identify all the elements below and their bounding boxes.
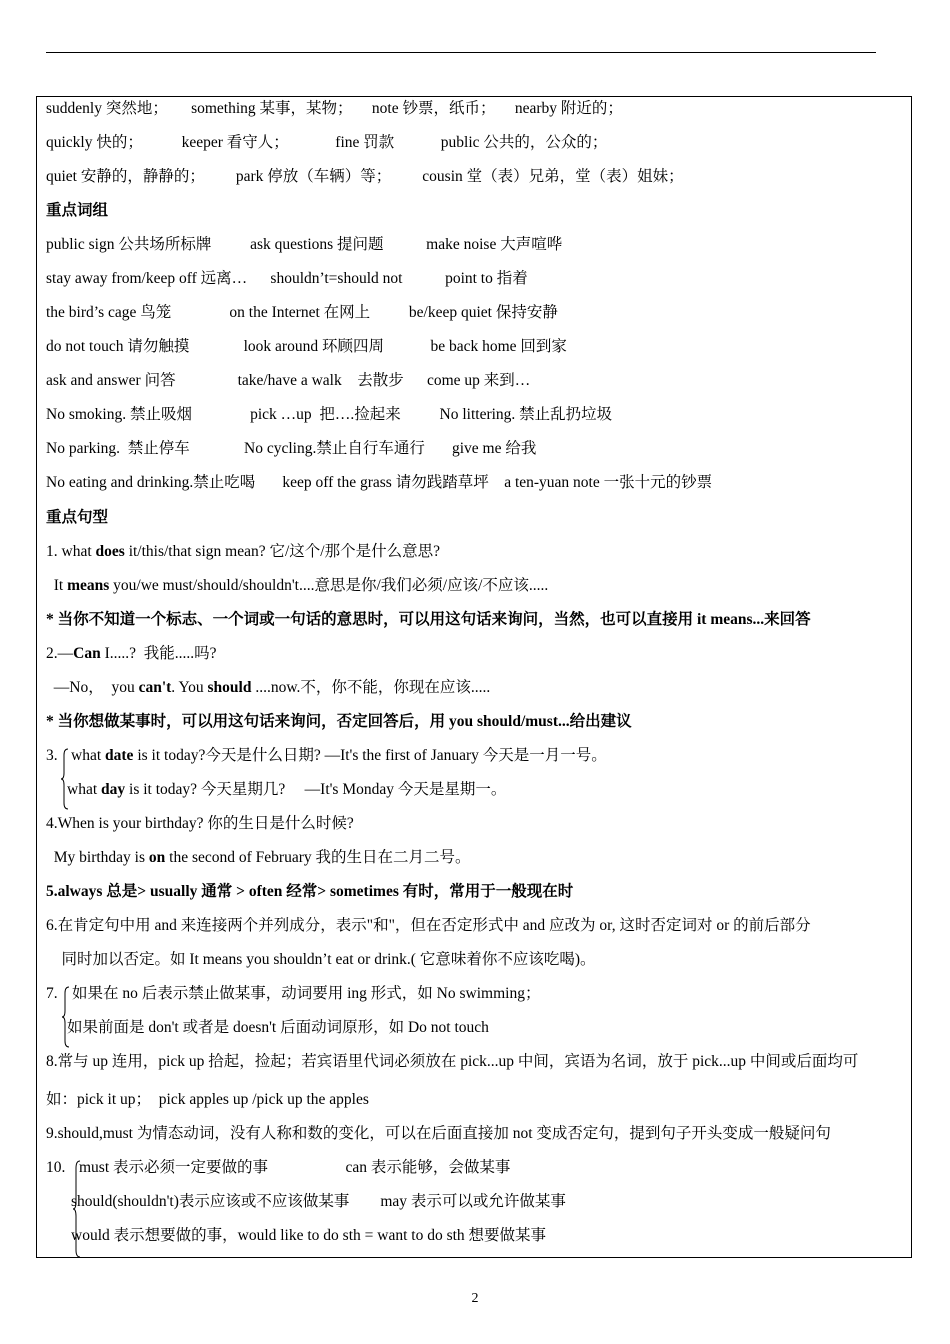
phrase-line: No smoking. 禁止吸烟 pick …up 把….捡起来 No littering. 禁止乱扔垃圾 bbox=[46, 406, 613, 423]
sentence-1-question: 1. what does it/this/that sign mean? 它/这个/那个是什么意思? bbox=[46, 543, 440, 560]
sentence-2-note: * 当你想做某事时，可以用这句话来询问，否定回答后，用 you should/must...给出建议 bbox=[46, 713, 632, 730]
sentence-10-line: should(shouldn't)表示应该或不应该做某事 may 表示可以或允许做某事 bbox=[71, 1193, 566, 1210]
phrase-line: ask and answer 问答 take/have a walk 去散步 come up 来到… bbox=[46, 372, 531, 389]
brace-icon bbox=[61, 749, 69, 809]
phrase-line: the bird’s cage 鸟笼 on the Internet 在网上 be/keep quiet 保持安静 bbox=[46, 304, 558, 321]
sentence-8-line: 如：pick it up； pick apples up /pick up the apples bbox=[46, 1091, 369, 1108]
sentence-10-number: 10. bbox=[46, 1159, 66, 1176]
sentence-7-line: 如果在 no 后表示禁止做某事，动词要用 ing 形式，如 No swimming； bbox=[72, 985, 541, 1002]
phrase-line: public sign 公共场所标牌 ask questions 提问题 make noise 大声喧哗 bbox=[46, 236, 563, 253]
sentence-7-line: 如果前面是 don't 或者是 doesn't 后面动词原形，如 Do not touch bbox=[67, 1019, 489, 1036]
phrase-line: do not touch 请勿触摸 look around 环顾四周 be back home 回到家 bbox=[46, 338, 567, 355]
sentences-heading: 重点句型 bbox=[46, 509, 109, 526]
sentence-3-number: 3. bbox=[46, 747, 58, 764]
brace-icon bbox=[62, 987, 70, 1047]
sentence-2-question: 2.—Can I.....? 我能.....吗? bbox=[46, 645, 217, 662]
sentence-6-line: 6.在肯定句中用 and 来连接两个并列成分，表示"和"，但在否定形式中 and 应改为 or, 这时否定词对 or 的前后部分 bbox=[46, 917, 811, 934]
page-number: 2 bbox=[471, 1291, 479, 1306]
phrases-heading: 重点词组 bbox=[46, 202, 109, 219]
phrase-line: No eating and drinking.禁止吃喝 keep off the grass 请勿践踏草坪 a ten-yuan note 一张十元的钞票 bbox=[46, 474, 713, 491]
vocab-line: quiet 安静的，静静的； park 停放（车辆）等； cousin 堂（表）兄弟，堂（表）姐妹； bbox=[46, 168, 684, 185]
sentence-5: 5.always 总是> usually 通常 > often 经常> sometimes 有时，常用于一般现在时 bbox=[46, 883, 574, 900]
sentence-10-line: must 表示必须一定要做的事 can 表示能够，会做某事 bbox=[79, 1159, 511, 1176]
vocab-line: quickly 快的； keeper 看守人； fine 罚款 public 公共的，公众的； bbox=[46, 134, 608, 151]
sentence-2-answer: —No， you can't. You should ....now.不，你不能，你现在应该..... bbox=[46, 679, 491, 696]
sentence-9: 9.should,must 为情态动词，没有人称和数的变化，可以在后面直接加 not 变成否定句，提到句子开头变成一般疑问句 bbox=[46, 1125, 831, 1142]
sentence-1-answer: It means you/we must/should/shouldn't....意思是你/我们必须/应该/不应该..... bbox=[46, 577, 549, 594]
sentence-6-line: 同时加以否定。如 It means you shouldn’t eat or drink.( 它意味着你不应该吃喝)。 bbox=[46, 951, 596, 968]
sentence-4-question: 4.When is your birthday? 你的生日是什么时候? bbox=[46, 815, 354, 832]
phrase-line: stay away from/keep off 远离… shouldn’t=should not point to 指着 bbox=[46, 270, 528, 287]
sentence-7-number: 7. bbox=[46, 985, 58, 1002]
sentence-1-note: * 当你不知道一个标志、一个词或一句话的意思时，可以用这句话来询问，当然，也可以直接用 it means...来回答 bbox=[46, 611, 811, 628]
sentence-3-line-day: what day is it today? 今天星期几? —It's Monday 今天是星期一。 bbox=[67, 781, 507, 798]
phrase-line: No parking. 禁止停车 No cycling.禁止自行车通行 give me 给我 bbox=[46, 440, 537, 457]
vocab-line: suddenly 突然地； something 某事，某物； note 钞票，纸币； nearby 附近的； bbox=[46, 100, 623, 117]
sentence-10-line: would 表示想要做的事，would like to do sth = want to do sth 想要做某事 bbox=[71, 1227, 547, 1244]
sentence-4-answer: My birthday is on the second of February 我的生日在二月二号。 bbox=[46, 849, 471, 866]
sentence-3-line-date: what date is it today?今天是什么日期? —It's the first of January 今天是一月一号。 bbox=[71, 747, 607, 764]
sentence-8-line: 8.常与 up 连用，pick up 拾起，捡起；若宾语里代词必须放在 pick...up 中间，宾语为名词，放于 pick...up 中间或后面均可 bbox=[46, 1053, 859, 1070]
header-rule bbox=[46, 52, 876, 53]
